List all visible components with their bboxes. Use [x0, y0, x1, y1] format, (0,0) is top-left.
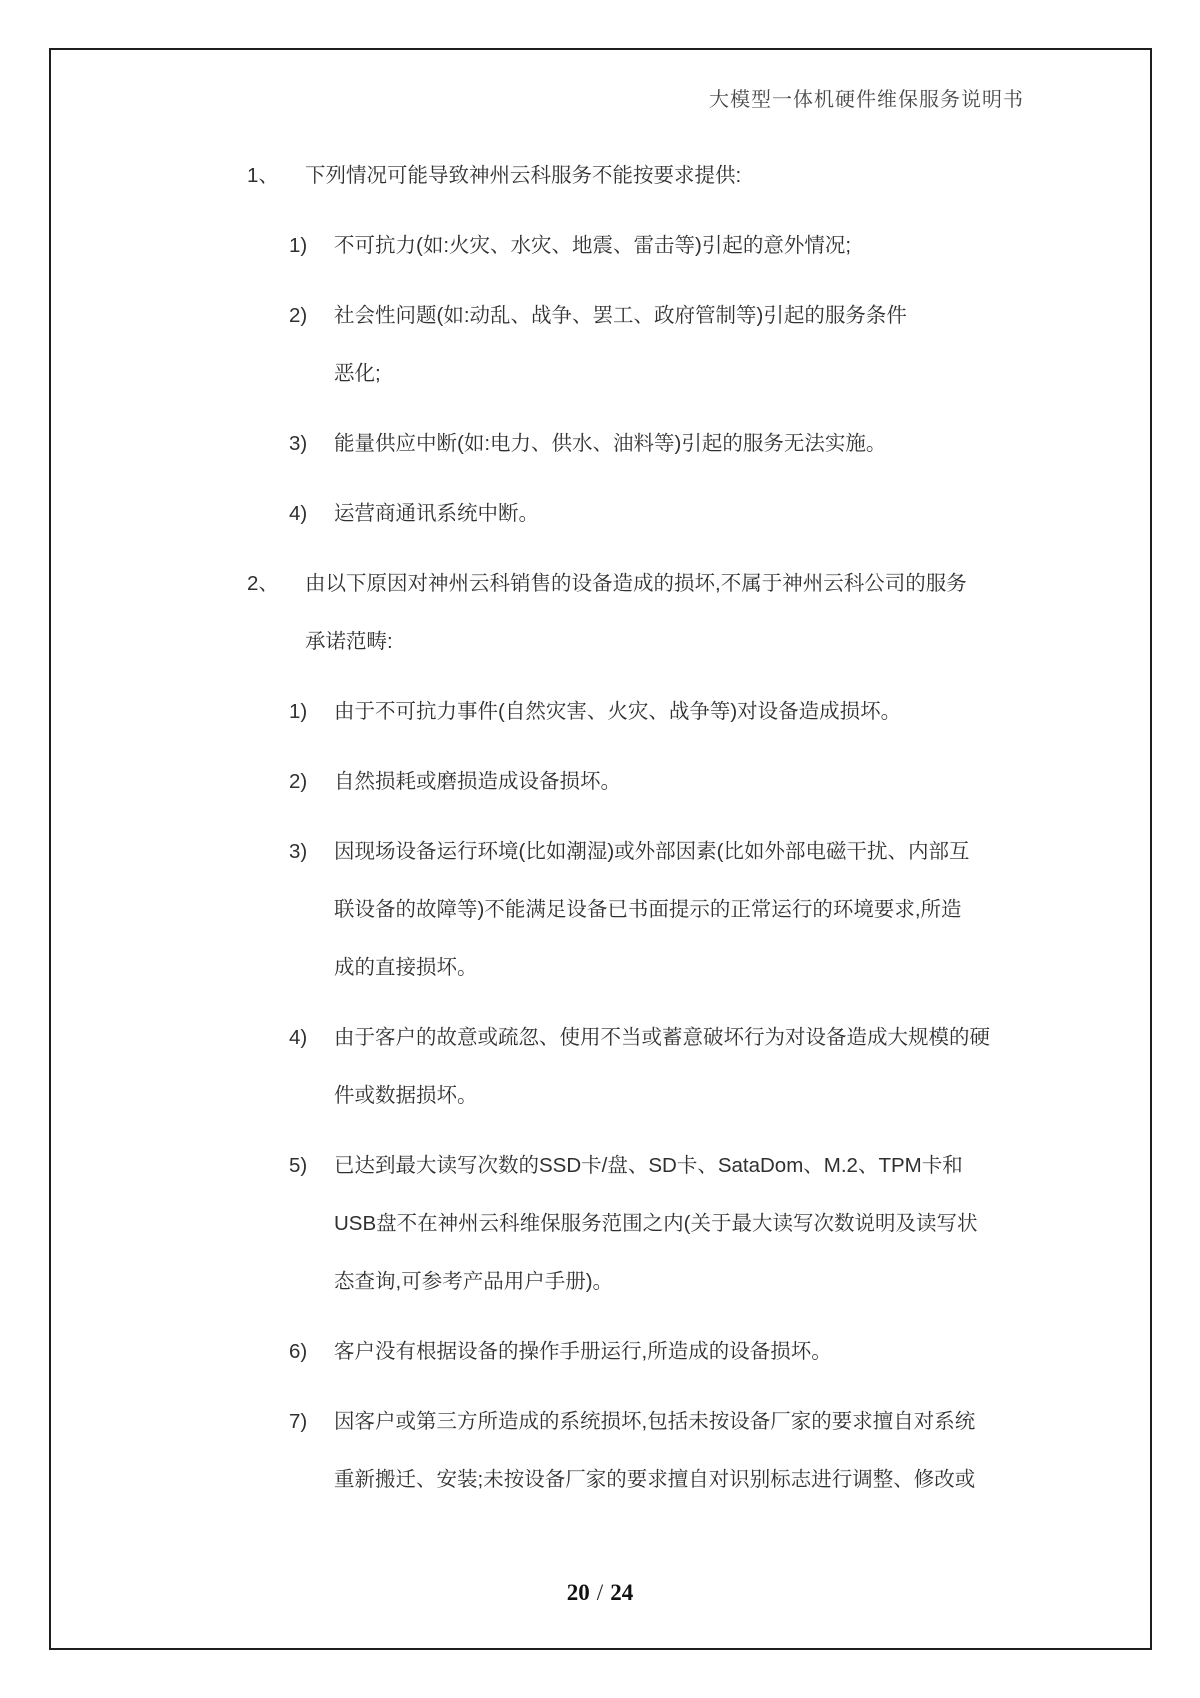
list-item-2: [247, 555, 1070, 671]
list-item-number: 3): [289, 432, 308, 455]
list-item-1-4: [289, 485, 1070, 543]
list-item-text: 下列情况可能导致神州云科服务不能按要求提供:: [305, 164, 742, 187]
list-item-2-7: [289, 1393, 1070, 1509]
list-item-1-3: [289, 415, 1070, 473]
list-item-1-1: [289, 217, 1070, 275]
list-item-number: 2): [289, 304, 308, 327]
list-item-text: 已达到最大读写次数的SSD卡/盘、SD卡、SataDom、M.2、TPM卡和 USB盘不在神州云科维保服务范围之内(关于最大读写次数说明及读写状 态查询,可参考产品用户手册)。: [334, 1154, 978, 1293]
list-item-number: 4): [289, 1026, 308, 1049]
list-item-text: 运营商通讯系统中断。: [334, 502, 539, 525]
list-item-text: 因现场设备运行环境(比如潮湿)或外部因素(比如外部电磁干扰、内部互 联设备的故障等)不能满足设备已书面提示的正常运行的环境要求,所造 成的直接损坏。: [334, 840, 970, 979]
list-item-number: 4): [289, 502, 308, 525]
list-item-number: 7): [289, 1410, 308, 1433]
page-footer: [0, 1580, 1200, 1606]
list-item-text: 自然损耗或磨损造成设备损坏。: [334, 770, 621, 793]
page-number-total: 24: [610, 1580, 634, 1605]
document-title: 大模型一体机硬件维保服务说明书: [709, 89, 1024, 111]
list-item-text: 由于不可抗力事件(自然灾害、火灾、战争等)对设备造成损坏。: [334, 700, 902, 723]
list-item-text: 由以下原因对神州云科销售的设备造成的损坏,不属于神州云科公司的服务 承诺范畴:: [305, 572, 967, 653]
page-number-current: 20: [566, 1580, 590, 1605]
list-item-2-4: [289, 1009, 1070, 1125]
list-item-text: 不可抗力(如:火灾、水灾、地震、雷击等)引起的意外情况;: [334, 234, 852, 257]
list-item-number: 3): [289, 840, 308, 863]
list-item-number: 1、: [247, 164, 279, 187]
list-item-text: 因客户或第三方所造成的系统损坏,包括未按设备厂家的要求擅自对系统 重新搬迁、安装;未按设备厂家的要求擅自对识别标志进行调整、修改或: [334, 1410, 976, 1491]
list-item-number: 5): [289, 1154, 308, 1177]
page-number-separator: /: [596, 1580, 604, 1605]
list-item-text: 能量供应中断(如:电力、供水、油料等)引起的服务无法实施。: [334, 432, 887, 455]
list-item-text: 客户没有根据设备的操作手册运行,所造成的设备损坏。: [334, 1340, 832, 1363]
list-item-number: 1): [289, 700, 308, 723]
list-item-1: [247, 147, 1070, 205]
list-item-1-2: [289, 287, 1070, 403]
list-item-2-5: [289, 1137, 1070, 1311]
list-item-text: 由于客户的故意或疏忽、使用不当或蓄意破坏行为对设备造成大规模的硬 件或数据损坏。: [334, 1026, 990, 1107]
list-item-2-6: [289, 1323, 1070, 1381]
list-item-number: 1): [289, 234, 308, 257]
list-item-2-1: [289, 683, 1070, 741]
list-item-number: 2): [289, 770, 308, 793]
list-item-2-2: [289, 753, 1070, 811]
list-item-number: 2、: [247, 572, 279, 595]
list-item-number: 6): [289, 1340, 308, 1363]
list-item-2-3: [289, 823, 1070, 997]
list-item-text: 社会性问题(如:动乱、战争、罢工、政府管制等)引起的服务条件 恶化;: [334, 304, 907, 385]
